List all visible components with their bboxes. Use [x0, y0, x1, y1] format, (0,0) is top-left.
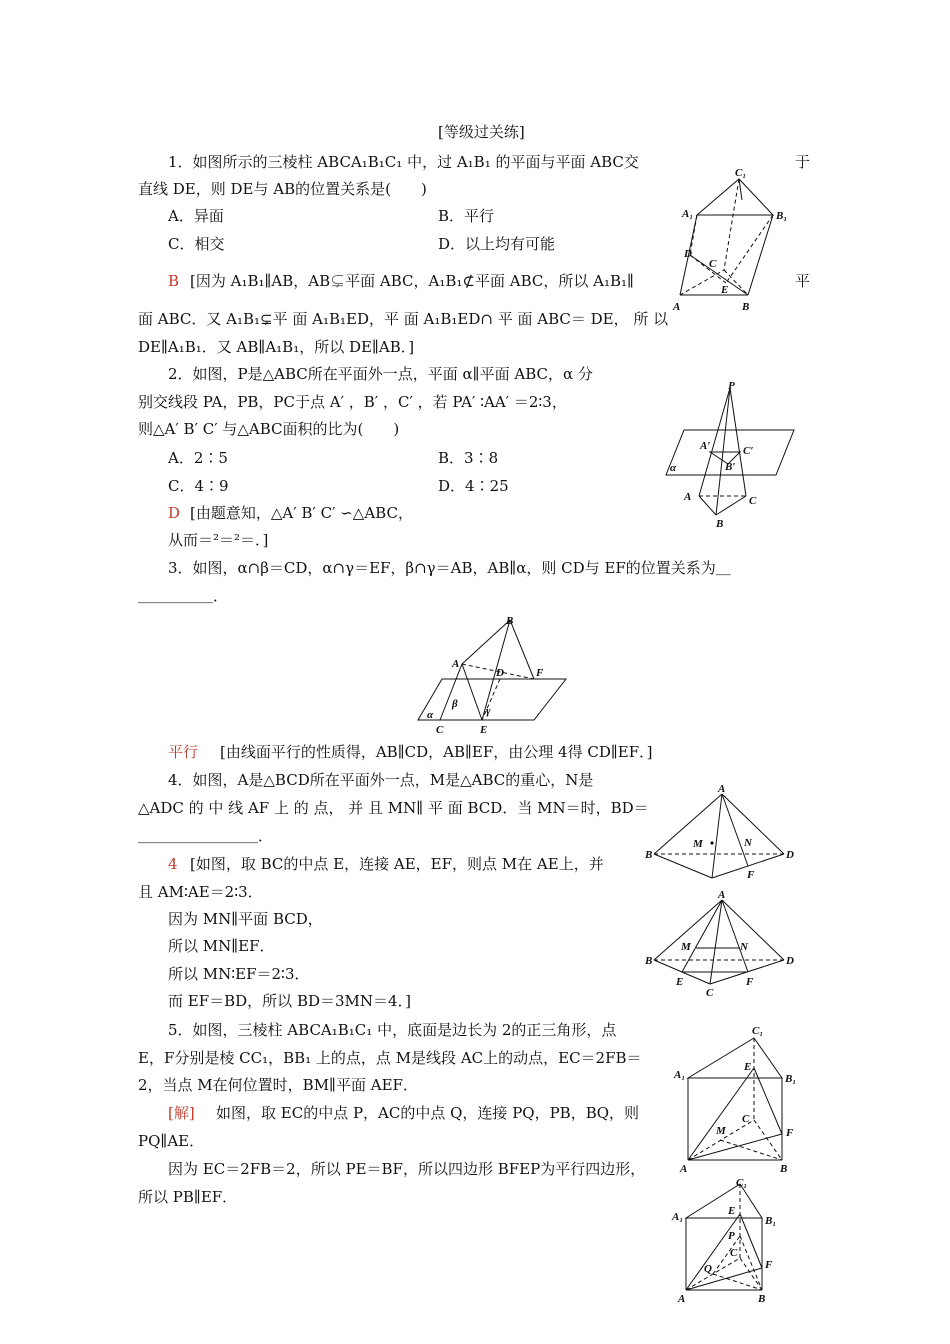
q5-line1: 5．如图，三棱柱 ABCA₁B₁C₁ 中，底面是边长为 2的正三角形，点: [168, 1021, 617, 1039]
label-b: B: [742, 301, 750, 313]
label-c-prime: C′: [743, 445, 754, 457]
q1-line1: 1．如图所示的三棱柱 ABCA₁B₁C₁ 中，过 A₁B₁ 的平面与平面 ABC交: [168, 153, 639, 171]
q1-prism-figure: [670, 165, 790, 315]
label-m: M: [716, 1125, 726, 1137]
q2-option-b: B．3∶8: [438, 449, 499, 467]
q1-solution-1-tail: 平: [795, 272, 811, 290]
q2-line3: 则△A′ B′ C′ 与△ABC面积的比为( ): [138, 420, 400, 438]
q2-solution-1: [由题意知，△A′ B′ C′ ∽△ABC，: [190, 504, 413, 522]
q4-solution-4: 所以 MN∥EF．: [168, 937, 275, 955]
label-a: A: [452, 658, 460, 670]
q2-line1: 2．如图，P是△ABC所在平面外一点，平面 α∥平面 ABC，α 分: [168, 365, 593, 383]
q1-option-d: D．以上均有可能: [438, 235, 556, 253]
q3-solution-1: [由线面平行的性质得，AB∥CD，AB∥EF，由公理 4得 CD∥EF．]: [220, 743, 653, 761]
q3-line2: ＿＿＿＿＿．: [138, 587, 229, 605]
label-m: M: [693, 838, 703, 850]
label-alpha: α: [670, 462, 677, 474]
q1-answer: B: [168, 272, 180, 290]
q2-answer: D: [168, 504, 181, 522]
q3-planes-figure: [414, 612, 574, 737]
label-a: A: [678, 1293, 686, 1305]
q4-tetrahedron-figure-1: [644, 782, 796, 884]
label-b: B: [758, 1293, 766, 1305]
label-q: Q: [704, 1263, 712, 1275]
label-e: E: [676, 976, 684, 988]
label-b-prime: B′: [725, 461, 736, 473]
q2-option-a: A．2∶5: [168, 449, 228, 467]
label-b: B: [716, 518, 724, 530]
q4-solution-3: 因为 MN∥平面 BCD，: [168, 910, 323, 928]
label-b1: B₁: [776, 210, 788, 222]
label-d: D: [786, 849, 794, 861]
label-b: B: [506, 615, 514, 627]
label-f: F: [536, 667, 544, 679]
label-b: B: [645, 849, 653, 861]
q5-solution-4: 所以 PB∥EF．: [138, 1188, 238, 1206]
label-c1: C₁: [736, 1177, 748, 1189]
label-gamma: γ: [486, 705, 491, 717]
label-f: F: [786, 1127, 794, 1139]
label-a: A: [684, 491, 692, 503]
label-b1: B₁: [765, 1215, 777, 1227]
label-c1: C₁: [735, 167, 747, 179]
q1-line2: 直线 DE，则 DE与 AB的位置关系是( ): [138, 180, 427, 198]
q1-solution-2: 面 ABC．又 A₁B₁⊊平 面 A₁B₁ED，平 面 A₁B₁ED∩ 平 面 ABC＝ DE， 所 以: [138, 310, 669, 328]
q5-solution-2: PQ∥AE．: [138, 1132, 205, 1150]
q1-option-b: B．平行: [438, 207, 495, 225]
q1-option-c: C．相交: [168, 235, 225, 253]
label-b: B: [645, 955, 653, 967]
q5-prism-figure-1: [672, 1024, 798, 1176]
q2-option-d: D．4∶25: [438, 477, 509, 495]
label-a: A: [718, 889, 726, 901]
q4-line1: 4．如图，A是△BCD所在平面外一点，M是△ABC的重心，N是: [168, 771, 594, 789]
label-e: E: [480, 724, 488, 736]
label-a1: A₁: [674, 1069, 686, 1081]
label-alpha: α: [427, 709, 434, 721]
label-a1: A₁: [682, 208, 694, 220]
q1-option-a: A．异面: [168, 207, 224, 225]
q3-line1: 3．如图，α∩β＝CD，α∩γ＝EF，β∩γ＝AB，AB∥α，则 CD与 EF的位置关系为＿: [168, 559, 731, 577]
q1-solution-3: DE∥A₁B₁．又 AB∥A₁B₁，所以 DE∥AB．]: [138, 338, 415, 356]
label-c1: C₁: [752, 1025, 764, 1037]
label-c: C: [709, 258, 717, 270]
label-f: F: [746, 976, 754, 988]
q2-solution-2: 从而＝²＝²＝．]: [168, 531, 269, 549]
q3-answer: 平行: [168, 743, 199, 761]
label-p: P: [728, 380, 735, 392]
q2-option-c: C．4∶9: [168, 477, 229, 495]
q4-solution-1: [如图，取 BC的中点 E，连接 AE，EF，则点 M在 AE上，并: [190, 855, 604, 873]
label-a1: A₁: [672, 1211, 684, 1223]
label-d: D: [496, 667, 504, 679]
label-a: A: [680, 1163, 688, 1175]
q5-line3: 2，当点 M在何位置时，BM∥平面 AEF．: [138, 1076, 418, 1094]
q4-line3: ＿＿＿＿＿＿＿＿．: [138, 827, 274, 845]
label-d: D: [786, 955, 794, 967]
label-d: D: [684, 248, 692, 260]
label-a: A: [673, 301, 681, 313]
q5-solution-1: 如图，取 EC的中点 P，AC的中点 Q，连接 PQ，PB，BQ，则: [216, 1104, 640, 1122]
q1-line1-tail: 于: [795, 153, 811, 171]
section-title: [等级过关练]: [438, 123, 525, 141]
q5-solution-3: 因为 EC＝2FB＝2，所以 PE＝BF，所以四边形 BFEP为平行四边形，: [168, 1160, 646, 1178]
label-c: C: [749, 495, 757, 507]
q5-line2: E，F分别是棱 CC₁，BB₁ 上的点，点 M是线段 AC上的动点，EC＝2FB＝: [138, 1049, 642, 1067]
label-n: N: [740, 941, 748, 953]
label-a: A: [718, 783, 726, 795]
q4-solution-2: 且 AM∶AE＝2∶3．: [138, 883, 263, 901]
q5-prism-figure-2: [672, 1176, 798, 1308]
q4-tetrahedron-figure-2: [644, 888, 796, 1000]
label-b1: B₁: [785, 1073, 797, 1085]
q5-solution-tag: [解]: [168, 1104, 195, 1122]
label-b: B: [780, 1163, 788, 1175]
q4-line2: △ADC 的 中 线 AF 上 的 点， 并 且 MN∥ 平 面 BCD．当 MN＝时，BD＝: [138, 799, 649, 817]
label-a-prime: A′: [700, 440, 711, 452]
q1-solution-1: [因为 A₁B₁∥AB，AB⊊平面 ABC，A₁B₁⊄平面 ABC，所以 A₁B₁∥: [190, 272, 634, 290]
q4-solution-6: 而 EF＝BD，所以 BD＝3MN＝4．]: [168, 992, 411, 1010]
q2-pyramid-figure: [664, 380, 800, 530]
label-f: F: [747, 869, 755, 881]
label-c: C: [436, 724, 444, 736]
label-m: M: [681, 941, 691, 953]
label-n: N: [744, 837, 752, 849]
label-c: C: [706, 987, 714, 999]
label-beta: β: [452, 698, 458, 710]
label-e: E: [744, 1061, 752, 1073]
label-f: F: [765, 1259, 773, 1271]
q4-solution-5: 所以 MN∶EF＝2∶3．: [168, 965, 310, 983]
q2-line2: 别交线段 PA，PB，PC于点 A′ ，B′ ，C′ ，若 PA′ ∶AA′ ＝2∶3，: [138, 393, 567, 411]
label-c: C: [742, 1113, 750, 1125]
label-c: C: [730, 1247, 738, 1259]
label-e: E: [728, 1205, 736, 1217]
label-p: P: [728, 1230, 735, 1242]
label-e: E: [721, 284, 729, 296]
q4-answer: 4: [168, 855, 178, 873]
